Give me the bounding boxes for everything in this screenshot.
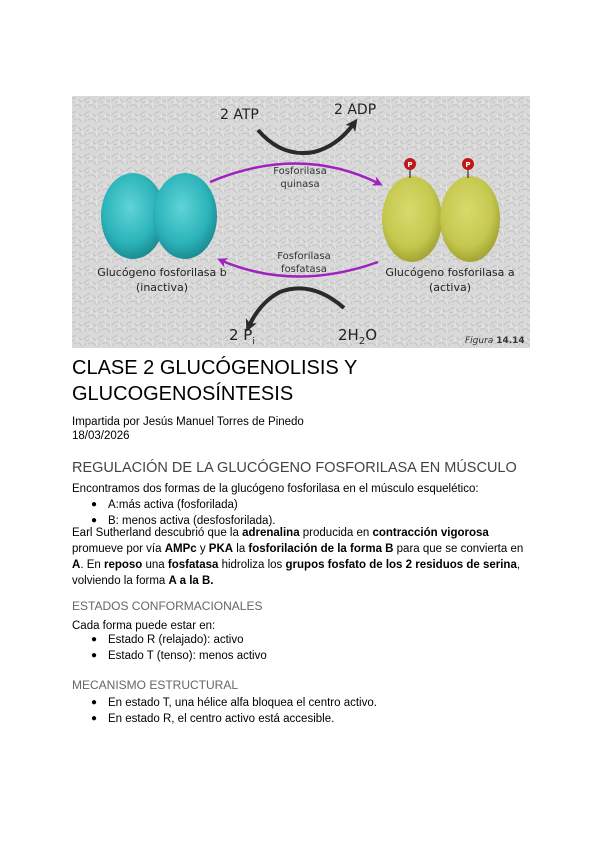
list-item: ● B: menos activa (desfosforilada). [72, 513, 275, 529]
section2-intro: Cada forma puede estar en: [72, 620, 216, 632]
date-line: 18/03/2026 [72, 430, 130, 442]
phosphorylase-a-subunit-left [382, 176, 442, 262]
figure-caption: Figura 14.14 [465, 336, 525, 346]
atp-label: 2 ATP [220, 107, 259, 123]
phosphorylase-a-label-line1: Glucógeno fosforilasa a [385, 266, 515, 279]
section3-bullet-list [72, 695, 377, 727]
kinase-label-line1: Fosforilasa [273, 166, 327, 177]
pi-label: 2 $P_i$ [229, 326, 255, 347]
author-line: Impartida por Jesús Manuel Torres de Pinedo [72, 416, 304, 428]
adp-label: 2 ADP [334, 102, 377, 118]
kinase-label-line2: quinasa [280, 179, 320, 190]
list-item: ● A:más activa (fosforilada) [72, 497, 275, 513]
phosphorylase-figure [72, 96, 530, 348]
phosphate-mark-left: P [407, 161, 413, 169]
section1-heading: REGULACIÓN DE LA GLUCÓGENO FOSFORILASA EN MÚSCULO [72, 460, 517, 476]
phosphatase-label-line2: fosfatasa [281, 264, 327, 275]
phosphorylase-b-subunit-right [153, 173, 217, 259]
list-item: ● En estado T, una hélice alfa bloquea el centro activo. [72, 695, 377, 711]
section1-intro: Encontramos dos formas de la glucógeno fosforilasa en el músculo esquelético: [72, 483, 479, 495]
document-meta [72, 415, 304, 443]
phosphorylase-b-label-line1: Glucógeno fosforilasa b [97, 266, 227, 279]
phosphorylase-diagram [72, 96, 530, 348]
section2-heading: ESTADOS CONFORMACIONALES [72, 599, 263, 613]
water-label: $2H_2O$ [338, 326, 378, 347]
section3-heading: MECANISMO ESTRUCTURAL [72, 678, 239, 692]
phosphorylase-a-label-line2: (activa) [429, 281, 471, 294]
section2-bullet-list [72, 632, 267, 664]
phosphate-mark-right: P [465, 161, 471, 169]
page-title: CLASE 2 GLUCÓGENOLISIS Y GLUCOGENOSÍNTESIS [72, 357, 357, 405]
phosphorylase-a-subunit-right [440, 176, 500, 262]
phosphorylase-b-label-line2: (inactiva) [135, 281, 189, 294]
list-item: ● Estado R (relajado): activo [72, 632, 267, 648]
list-item: ● En estado R, el centro activo está accesible. [72, 711, 377, 727]
phosphatase-label-line1: Fosforilasa [277, 251, 331, 262]
list-item: ● Estado T (tenso): menos activo [72, 648, 267, 664]
sutherland-paragraph: Earl Sutherland descubrió que la adrenalina producida en contracción vigorosa promueve por vía AMPc y PKA la fosforilación de la forma B para que se convierta en A. En reposo una fosfatasa hidroliza los grupos fosfato de los 2 residuos de serina, volviendo la forma A a la B. [72, 527, 524, 587]
